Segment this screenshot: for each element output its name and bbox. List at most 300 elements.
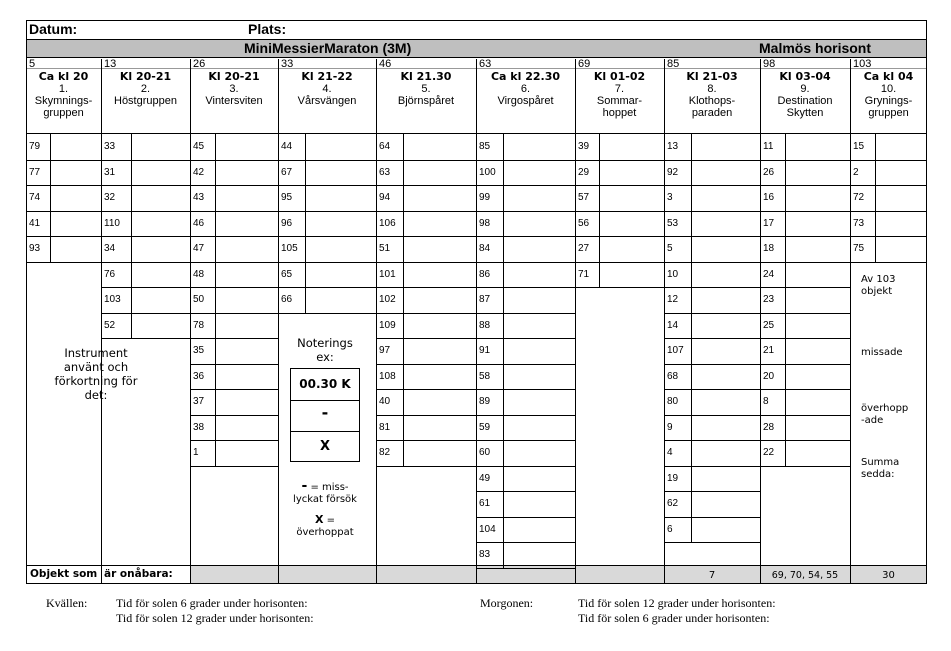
summary-line: sedda: bbox=[861, 469, 895, 480]
legend-skip-symbol: X bbox=[314, 513, 324, 526]
observation-cell[interactable] bbox=[190, 440, 278, 466]
object-number: 2 bbox=[853, 167, 859, 178]
object-number: 78 bbox=[193, 320, 205, 331]
summary-missed: missade bbox=[861, 347, 903, 358]
object-number: 59 bbox=[479, 422, 491, 433]
observation-cell[interactable] bbox=[760, 211, 850, 237]
observation-cell[interactable] bbox=[26, 134, 101, 160]
object-number: 22 bbox=[763, 447, 775, 458]
unreachable-col10: 30 bbox=[882, 570, 895, 581]
observation-cell[interactable] bbox=[190, 160, 278, 186]
title-bottom-line bbox=[26, 57, 927, 58]
column-group-name: Sommar- bbox=[596, 95, 643, 107]
observation-cell[interactable] bbox=[760, 313, 850, 339]
observation-cell[interactable] bbox=[476, 517, 575, 543]
notation-example-skip: X bbox=[319, 439, 331, 454]
observation-cell[interactable] bbox=[760, 134, 850, 160]
observation-cell[interactable] bbox=[376, 211, 476, 237]
observation-cell[interactable] bbox=[760, 236, 850, 262]
observation-cell[interactable] bbox=[26, 160, 101, 186]
object-number: 45 bbox=[193, 141, 205, 152]
sheet-top-border bbox=[26, 20, 927, 21]
object-number: 27 bbox=[578, 243, 590, 254]
sheet-bottom-border bbox=[26, 583, 927, 584]
object-number: 24 bbox=[763, 269, 775, 280]
observation-cell[interactable] bbox=[664, 338, 760, 364]
observation-cell[interactable] bbox=[190, 287, 278, 313]
column-number: 5. bbox=[421, 83, 431, 95]
object-number: 31 bbox=[104, 167, 116, 178]
object-number: 64 bbox=[379, 141, 391, 152]
column-header bbox=[376, 71, 476, 107]
object-number: 104 bbox=[479, 524, 496, 535]
column-time: Kl 20-21 bbox=[119, 70, 172, 83]
column-number: 4. bbox=[322, 83, 332, 95]
observation-cell[interactable] bbox=[278, 236, 376, 262]
column-number: 10. bbox=[880, 83, 897, 95]
cell-divider bbox=[503, 134, 504, 568]
object-number: 77 bbox=[29, 167, 41, 178]
object-number: 108 bbox=[379, 371, 396, 382]
object-number: 86 bbox=[479, 269, 491, 280]
object-number: 88 bbox=[479, 320, 491, 331]
observation-cell[interactable] bbox=[190, 134, 278, 160]
column-header bbox=[190, 71, 278, 107]
object-number: 52 bbox=[104, 320, 116, 331]
observation-cell[interactable] bbox=[190, 415, 278, 441]
column-number: 7. bbox=[614, 83, 625, 95]
horizon-label: Malmös horisont bbox=[759, 40, 872, 56]
observation-cell[interactable] bbox=[664, 236, 760, 262]
summary-sum-seen bbox=[861, 457, 899, 481]
column-group-name: Klothops- bbox=[688, 95, 736, 107]
legend-miss-symbol: - bbox=[301, 478, 308, 494]
column-group-name: hoppet bbox=[602, 107, 637, 119]
observation-cell[interactable] bbox=[575, 134, 664, 160]
row-line bbox=[476, 568, 575, 569]
observation-cell[interactable] bbox=[278, 134, 376, 160]
object-number: 12 bbox=[667, 294, 679, 305]
object-number: 50 bbox=[193, 294, 205, 305]
row-line bbox=[760, 466, 850, 467]
column-group-name: Skytten bbox=[786, 107, 824, 119]
observation-cell[interactable] bbox=[664, 389, 760, 415]
observation-cell[interactable] bbox=[190, 338, 278, 364]
morning-label: Morgonen: bbox=[480, 596, 534, 610]
row-line bbox=[26, 262, 101, 263]
object-number: 83 bbox=[479, 549, 491, 560]
unreachable-label-b: är onåbara: bbox=[104, 568, 173, 580]
object-number: 76 bbox=[104, 269, 116, 280]
object-number: 96 bbox=[281, 218, 293, 229]
summary-line: överhopp bbox=[861, 403, 909, 414]
observation-cell[interactable] bbox=[26, 185, 101, 211]
observation-cell[interactable] bbox=[376, 389, 476, 415]
observation-cell[interactable] bbox=[476, 415, 575, 441]
object-number: 74 bbox=[29, 192, 41, 203]
observation-cell[interactable] bbox=[850, 134, 927, 160]
cell-divider bbox=[215, 134, 216, 466]
object-number: 100 bbox=[479, 167, 496, 178]
cell-divider bbox=[305, 134, 306, 313]
column-group-name: Destination bbox=[777, 95, 833, 107]
instrument-note-line: Instrument bbox=[64, 346, 128, 360]
column-group-name: gruppen bbox=[43, 107, 84, 119]
observation-cell[interactable] bbox=[376, 440, 476, 466]
object-number: 17 bbox=[763, 218, 775, 229]
notation-divider bbox=[290, 400, 360, 401]
summary-skipped bbox=[861, 403, 908, 427]
sheet-title: MiniMessierMaraton (3M) bbox=[244, 40, 412, 56]
unreachable-empty-fill bbox=[190, 566, 664, 583]
observation-cell[interactable] bbox=[760, 287, 850, 313]
observation-cell[interactable] bbox=[26, 211, 101, 237]
observation-cell[interactable] bbox=[476, 262, 575, 288]
cell-divider bbox=[691, 134, 692, 542]
observation-cell[interactable] bbox=[664, 134, 760, 160]
column-group-name: Höstgruppen bbox=[114, 95, 177, 107]
observation-cell[interactable] bbox=[664, 364, 760, 390]
column-start-number: 46 bbox=[379, 58, 392, 70]
observation-cell[interactable] bbox=[664, 211, 760, 237]
object-number: 40 bbox=[379, 396, 391, 407]
observation-cell[interactable] bbox=[476, 134, 575, 160]
observation-cell[interactable] bbox=[101, 236, 190, 262]
datum-label: Datum: bbox=[29, 21, 78, 37]
object-number: 18 bbox=[763, 243, 775, 254]
observation-cell[interactable] bbox=[278, 262, 376, 288]
observation-cell[interactable] bbox=[760, 440, 850, 466]
summary-line: objekt bbox=[861, 286, 893, 297]
observation-cell[interactable] bbox=[278, 287, 376, 313]
observation-cell[interactable] bbox=[575, 160, 664, 186]
column-number: 3. bbox=[229, 83, 239, 95]
object-number: 6 bbox=[667, 524, 673, 535]
column-number: 1. bbox=[58, 83, 69, 95]
notation-example-time: 00.30 K bbox=[299, 377, 351, 391]
observation-cell[interactable] bbox=[850, 160, 927, 186]
observation-cell[interactable] bbox=[850, 211, 927, 237]
object-number: 93 bbox=[29, 243, 41, 254]
row-line bbox=[376, 466, 476, 467]
column-group-name: Vårsvängen bbox=[297, 95, 357, 107]
column-time: Kl 21-22 bbox=[301, 70, 353, 83]
column-time: Kl 20-21 bbox=[208, 70, 260, 83]
object-number: 103 bbox=[104, 294, 121, 305]
object-number: 107 bbox=[667, 345, 684, 356]
column-start-number: 63 bbox=[479, 58, 492, 70]
object-number: 65 bbox=[281, 269, 293, 280]
row-line bbox=[190, 466, 278, 467]
notation-title-line: ex: bbox=[316, 350, 334, 364]
column-start-number: 5 bbox=[29, 58, 36, 70]
object-number: 21 bbox=[763, 345, 775, 356]
object-number: 84 bbox=[479, 243, 491, 254]
summary-line: Summa bbox=[861, 457, 900, 468]
observation-cell[interactable] bbox=[760, 415, 850, 441]
object-number: 101 bbox=[379, 269, 396, 280]
observation-cell[interactable] bbox=[101, 313, 190, 339]
observation-cell[interactable] bbox=[278, 160, 376, 186]
object-number: 32 bbox=[104, 192, 116, 203]
observation-cell[interactable] bbox=[476, 466, 575, 492]
object-number: 85 bbox=[479, 141, 491, 152]
object-number: 25 bbox=[763, 320, 775, 331]
object-number: 73 bbox=[853, 218, 865, 229]
column-start-number: 85 bbox=[667, 58, 680, 70]
column-start-number: 33 bbox=[281, 58, 294, 70]
column-start-number: 103 bbox=[853, 58, 872, 70]
column-time: Kl 21.30 bbox=[400, 70, 452, 83]
cell-divider bbox=[403, 134, 404, 466]
observation-cell[interactable] bbox=[476, 440, 575, 466]
object-number: 92 bbox=[667, 167, 679, 178]
object-number: 23 bbox=[763, 294, 775, 305]
observation-cell[interactable] bbox=[376, 185, 476, 211]
object-number: 14 bbox=[667, 320, 679, 331]
observation-cell[interactable] bbox=[376, 338, 476, 364]
object-number: 42 bbox=[193, 167, 205, 178]
observation-cell[interactable] bbox=[664, 287, 760, 313]
object-number: 99 bbox=[479, 192, 491, 203]
object-number: 3 bbox=[667, 192, 673, 203]
object-number: 28 bbox=[763, 422, 775, 433]
object-number: 102 bbox=[379, 294, 396, 305]
column-header bbox=[760, 71, 850, 119]
object-number: 13 bbox=[667, 141, 679, 152]
observation-cell[interactable] bbox=[664, 262, 760, 288]
column-start-number: 69 bbox=[578, 58, 591, 70]
column-group-name: Björnspåret bbox=[397, 95, 455, 107]
unreachable-divider bbox=[101, 565, 102, 583]
observation-cell[interactable] bbox=[101, 211, 190, 237]
observation-cell[interactable] bbox=[760, 364, 850, 390]
object-number: 4 bbox=[667, 447, 673, 458]
object-number: 5 bbox=[667, 243, 673, 254]
object-number: 43 bbox=[193, 192, 205, 203]
instrument-note-line: förkortning för bbox=[54, 374, 138, 388]
object-number: 62 bbox=[667, 498, 679, 509]
object-number: 19 bbox=[667, 473, 679, 484]
column-number: 8. bbox=[707, 83, 717, 95]
object-number: 82 bbox=[379, 447, 391, 458]
object-number: 53 bbox=[667, 218, 679, 229]
column-number: 9. bbox=[800, 83, 810, 95]
legend-skip-text: överhoppat bbox=[296, 527, 354, 538]
observation-cell[interactable] bbox=[760, 185, 850, 211]
object-number: 41 bbox=[29, 218, 41, 229]
observation-cell[interactable] bbox=[101, 262, 190, 288]
object-number: 15 bbox=[853, 141, 865, 152]
object-number: 34 bbox=[104, 243, 116, 254]
unreachable-col8: 7 bbox=[708, 570, 716, 581]
column-group-name: Vintersviten bbox=[205, 95, 263, 107]
observation-cell[interactable] bbox=[664, 185, 760, 211]
object-number: 16 bbox=[763, 192, 775, 203]
observation-cell[interactable] bbox=[101, 134, 190, 160]
column-start-number: 98 bbox=[763, 58, 776, 70]
observation-cell[interactable] bbox=[190, 236, 278, 262]
object-number: 1 bbox=[193, 447, 199, 458]
row-line bbox=[850, 262, 927, 263]
observation-cell[interactable] bbox=[190, 313, 278, 339]
unreachable-label-a: Objekt som bbox=[30, 568, 98, 580]
observation-cell[interactable] bbox=[760, 389, 850, 415]
object-number: 8 bbox=[763, 396, 769, 407]
observation-cell[interactable] bbox=[575, 262, 664, 288]
observation-cell[interactable] bbox=[476, 185, 575, 211]
observation-cell[interactable] bbox=[476, 338, 575, 364]
object-number: 61 bbox=[479, 498, 491, 509]
observation-cell[interactable] bbox=[26, 236, 101, 262]
column-group-name: Grynings- bbox=[864, 95, 913, 107]
observation-cell[interactable] bbox=[575, 236, 664, 262]
notation-divider bbox=[290, 431, 360, 432]
object-number: 97 bbox=[379, 345, 391, 356]
observation-cell[interactable] bbox=[664, 517, 760, 543]
column-header bbox=[278, 71, 376, 107]
object-number: 44 bbox=[281, 141, 293, 152]
observation-cell[interactable] bbox=[476, 491, 575, 517]
evening-line-2: Tid för solen 12 grader under horisonten: bbox=[116, 611, 314, 625]
observation-cell[interactable] bbox=[760, 338, 850, 364]
observation-cell[interactable] bbox=[376, 287, 476, 313]
object-number: 56 bbox=[578, 218, 590, 229]
object-number: 35 bbox=[193, 345, 205, 356]
object-number: 38 bbox=[193, 422, 205, 433]
column-time: Ca kl 04 bbox=[863, 70, 914, 83]
legend-miss-text: = miss- bbox=[310, 482, 349, 493]
observation-cell[interactable] bbox=[190, 185, 278, 211]
observation-cell[interactable] bbox=[376, 262, 476, 288]
object-number: 57 bbox=[578, 192, 590, 203]
object-number: 36 bbox=[193, 371, 205, 382]
observation-cell[interactable] bbox=[376, 236, 476, 262]
column-group-name: Virgospåret bbox=[497, 95, 554, 107]
column-start-number: 26 bbox=[193, 58, 206, 70]
observation-cell[interactable] bbox=[376, 364, 476, 390]
morning-line-2: Tid för solen 6 grader under horisonten: bbox=[578, 611, 770, 625]
observation-cell[interactable] bbox=[101, 185, 190, 211]
morning-line-1: Tid för solen 12 grader under horisonten: bbox=[578, 596, 776, 610]
observation-cell[interactable] bbox=[376, 160, 476, 186]
observation-cell[interactable] bbox=[376, 415, 476, 441]
summary-of-objects bbox=[861, 274, 895, 298]
object-number: 26 bbox=[763, 167, 775, 178]
object-number: 106 bbox=[379, 218, 396, 229]
column-number: 6. bbox=[520, 83, 531, 95]
observation-cell[interactable] bbox=[664, 491, 760, 517]
object-number: 58 bbox=[479, 371, 491, 382]
object-number: 47 bbox=[193, 243, 205, 254]
object-number: 37 bbox=[193, 396, 205, 407]
observation-cell[interactable] bbox=[476, 287, 575, 313]
summary-line: Av 103 bbox=[861, 274, 896, 285]
column-time: Ca kl 20 bbox=[38, 70, 89, 83]
object-number: 48 bbox=[193, 269, 205, 280]
observation-cell[interactable] bbox=[476, 389, 575, 415]
cell-divider bbox=[875, 134, 876, 262]
object-number: 51 bbox=[379, 243, 391, 254]
column-time: Kl 01-02 bbox=[593, 70, 646, 83]
legend-miss-text: lyckat försök bbox=[293, 494, 357, 505]
object-number: 98 bbox=[479, 218, 491, 229]
observation-cell[interactable] bbox=[664, 440, 760, 466]
observation-cell[interactable] bbox=[190, 364, 278, 390]
summary-line: -ade bbox=[861, 415, 884, 426]
object-number: 72 bbox=[853, 192, 865, 203]
column-group-name: paraden bbox=[691, 107, 733, 119]
object-number: 39 bbox=[578, 141, 590, 152]
unreachable-col9: 69, 70, 54, 55 bbox=[771, 570, 839, 581]
observation-sheet bbox=[26, 20, 927, 583]
column-number: 2. bbox=[140, 83, 151, 95]
object-number: 9 bbox=[667, 422, 673, 433]
observation-cell[interactable] bbox=[664, 415, 760, 441]
observation-cell[interactable] bbox=[850, 236, 927, 262]
column-header bbox=[575, 71, 664, 119]
object-number: 89 bbox=[479, 396, 491, 407]
observation-cell[interactable] bbox=[476, 236, 575, 262]
object-number: 49 bbox=[479, 473, 491, 484]
object-number: 94 bbox=[379, 192, 391, 203]
observation-cell[interactable] bbox=[476, 542, 575, 568]
object-number: 10 bbox=[667, 269, 679, 280]
observation-cell[interactable] bbox=[278, 211, 376, 237]
observation-cell[interactable] bbox=[101, 160, 190, 186]
observation-cell[interactable] bbox=[664, 313, 760, 339]
observation-cell[interactable] bbox=[760, 262, 850, 288]
observation-cell[interactable] bbox=[476, 211, 575, 237]
object-number: 80 bbox=[667, 396, 679, 407]
column-time: Kl 21-03 bbox=[686, 70, 738, 83]
object-number: 11 bbox=[763, 141, 774, 152]
observation-cell[interactable] bbox=[476, 160, 575, 186]
plats-label: Plats: bbox=[248, 21, 287, 37]
observation-cell[interactable] bbox=[575, 185, 664, 211]
observation-cell[interactable] bbox=[476, 364, 575, 390]
observation-cell[interactable] bbox=[190, 389, 278, 415]
observation-cell[interactable] bbox=[760, 160, 850, 186]
object-number: 95 bbox=[281, 192, 293, 203]
observation-cell[interactable] bbox=[476, 313, 575, 339]
evening-label: Kvällen: bbox=[46, 596, 88, 610]
observation-cell[interactable] bbox=[101, 287, 190, 313]
observation-cell[interactable] bbox=[376, 313, 476, 339]
observation-cell[interactable] bbox=[664, 466, 760, 492]
observation-cell[interactable] bbox=[278, 185, 376, 211]
column-header bbox=[26, 71, 101, 119]
observation-cell[interactable] bbox=[850, 185, 927, 211]
object-number: 29 bbox=[578, 167, 590, 178]
object-number: 46 bbox=[193, 218, 205, 229]
observation-cell[interactable] bbox=[190, 211, 278, 237]
object-number: 20 bbox=[763, 371, 775, 382]
cell-divider bbox=[785, 134, 786, 466]
observation-cell[interactable] bbox=[190, 262, 278, 288]
column-header bbox=[850, 71, 927, 119]
cell-divider bbox=[599, 134, 600, 287]
row-line bbox=[278, 313, 376, 314]
column-group-name: gruppen bbox=[868, 107, 909, 119]
title-top-line bbox=[26, 39, 927, 40]
observation-cell[interactable] bbox=[575, 211, 664, 237]
column-header bbox=[664, 71, 760, 119]
evening-line-1: Tid för solen 6 grader under horisonten: bbox=[116, 596, 308, 610]
object-number: 91 bbox=[479, 345, 491, 356]
observation-cell[interactable] bbox=[376, 134, 476, 160]
observation-cell[interactable] bbox=[664, 160, 760, 186]
